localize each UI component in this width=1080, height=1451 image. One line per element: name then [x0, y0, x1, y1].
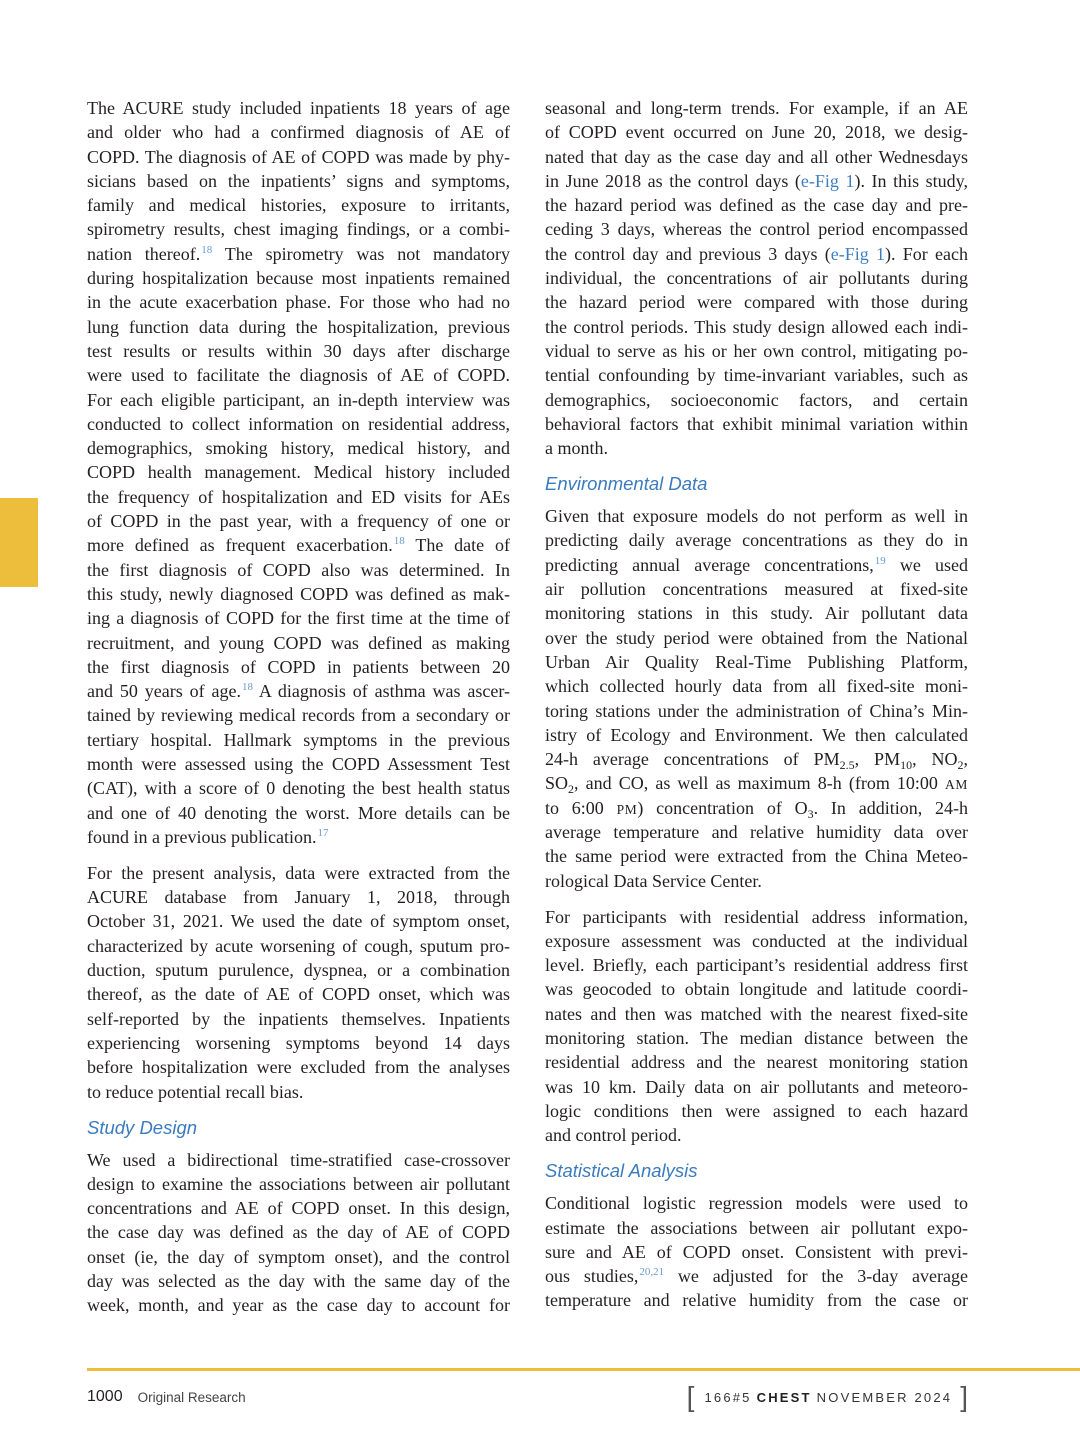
text-run: The spirometry was not mandatory	[212, 243, 510, 264]
footer-rule	[87, 1368, 1080, 1371]
right-column	[545, 96, 968, 1324]
text-line: predicting daily average concentrations as they do in	[545, 530, 968, 551]
text-run: , NO	[912, 749, 958, 770]
text-line: characterized by acute worsening of cough, sputum pro-	[87, 935, 510, 956]
text-line: week, month, and year as the case day to account for	[87, 1295, 510, 1316]
text-line: lung function data during the hospitalization, previous	[87, 316, 510, 337]
text-line: Given that exposure models do not perform as well in	[545, 506, 968, 527]
paragraph	[545, 905, 968, 1148]
text-line: nated that day as the case day and all other Wednesdays	[545, 146, 968, 167]
journal-citation	[687, 1383, 968, 1411]
text-run: , and CO, as well as maximum 8-h (from 10:00	[574, 773, 946, 794]
text-run: The date of	[404, 535, 510, 556]
text-line: temperature and relative humidity from the case or	[545, 1290, 968, 1311]
text-line: and control period.	[545, 1125, 682, 1146]
citation-ref[interactable]: 18	[242, 681, 254, 694]
text-line: exposure assessment was conducted at the individual	[545, 930, 968, 951]
text-line: level. Briefly, each participant’s residential address first	[545, 955, 968, 976]
subscript: 10	[900, 758, 913, 773]
text-line: family and medical histories, exposure to irritants,	[87, 195, 510, 216]
text-line	[545, 771, 968, 795]
text-run: to 6:00	[545, 797, 617, 818]
text-line: duction, sputum purulence, dyspnea, or a combination	[87, 960, 510, 981]
text-line: nates and then was matched with the nearest fixed-site	[545, 1003, 968, 1024]
text-line: COPD health management. Medical history included	[87, 462, 510, 483]
text-line: For the present analysis, data were extracted from the	[87, 862, 510, 883]
text-line: were used to facilitate the diagnosis of AE of COPD.	[87, 365, 510, 386]
text-line: was geocoded to obtain longitude and latitude coordi-	[545, 979, 968, 1000]
text-line: seasonal and long-term trends. For example, if an AE	[545, 98, 968, 118]
text-line: istry of Ecology and Environment. We then calculated	[545, 724, 968, 745]
text-line	[87, 679, 510, 703]
text-line: ACURE database from January 1, 2018, through	[87, 887, 510, 908]
text-line: of COPD in the past year, with a frequency of one or	[87, 511, 510, 532]
text-line: the frequency of hospitalization and ED visits for AEs	[87, 486, 510, 507]
bracket-open: [	[686, 1381, 695, 1412]
text-line: over the study period were obtained from the National	[545, 627, 968, 648]
text-line: during hospitalization because most inpatients remained	[87, 268, 510, 289]
paragraph	[545, 1191, 968, 1312]
text-run: ). For each	[885, 243, 969, 264]
text-run: ). In this study,	[854, 170, 968, 191]
text-line	[87, 242, 510, 266]
text-line: conducted to collect information on residential address,	[87, 413, 510, 434]
text-line: logic conditions then were assigned to each hazard	[545, 1100, 968, 1121]
text-line	[545, 242, 968, 266]
text-line: October 31, 2021. We used the date of symptom onset,	[87, 911, 510, 932]
small-caps-text: PM	[616, 801, 638, 817]
text-line: day was selected as the day with the same day of the	[87, 1271, 510, 1292]
text-line: the case day was defined as the day of AE of COPD	[87, 1222, 510, 1243]
text-run: in June 2018 as the control days (	[545, 170, 801, 191]
text-line: air pollution concentrations measured at fixed-site	[545, 579, 968, 600]
text-line	[545, 747, 968, 771]
text-line: the hazard period were compared with those during	[545, 292, 968, 313]
section-heading-study-design: Study Design	[87, 1116, 198, 1138]
text-line: COPD. The diagnosis of AE of COPD was made by phy-	[87, 146, 510, 167]
bracket-close: ]	[960, 1381, 968, 1412]
paragraph	[87, 861, 510, 1104]
text-line: of COPD event occurred on June 20, 2018, we desig-	[545, 122, 968, 143]
text-line: concentrations and AE of COPD onset. In this design,	[87, 1198, 510, 1219]
page-number: 1000	[87, 1388, 123, 1405]
text-line: We used a bidirectional time-stratified case-crossover	[87, 1149, 510, 1170]
text-line: (CAT), with a score of 0 denoting the best health status	[87, 778, 510, 799]
text-line	[87, 825, 510, 849]
paragraph	[87, 1148, 510, 1318]
section-heading-environmental-data: Environmental Data	[545, 473, 708, 495]
volume-issue: 166#5	[704, 1389, 752, 1405]
text-line: The ACURE study included inpatients 18 years of age	[87, 98, 510, 118]
text-line: spirometry results, chest imaging findings, or a combi-	[87, 219, 510, 240]
text-line: and one of 40 denoting the worst. More details can be	[87, 802, 510, 823]
text-line: test results or results within 30 days after discharge	[87, 340, 510, 361]
text-line: onset (ie, the day of symptom onset), and the control	[87, 1246, 510, 1267]
text-line: individual, the concentrations of air pollutants during	[545, 268, 968, 289]
text-line: the first diagnosis of COPD in patients between 20	[87, 656, 510, 677]
text-run: 24-h average concentrations of PM	[545, 749, 840, 770]
text-line: behavioral factors that exhibit minimal variation within	[545, 413, 968, 434]
citation-ref[interactable]: 18	[201, 243, 213, 256]
text-run: and 50 years of age.	[87, 681, 242, 702]
text-line: For each eligible participant, an in-depth interview was	[87, 389, 510, 410]
citation-ref[interactable]: 20,21	[639, 1266, 665, 1279]
text-line: rological Data Service Center.	[545, 870, 762, 891]
text-line: monitoring station. The median distance between the	[545, 1028, 968, 1049]
text-line	[545, 796, 968, 820]
text-run: the control day and previous 3 days (	[545, 243, 831, 264]
text-line: residential address and the nearest monitoring station	[545, 1052, 968, 1073]
text-line: the hazard period was defined as the case day and pre-	[545, 195, 968, 216]
text-run: ) concentration of O	[637, 797, 808, 818]
text-line: was 10 km. Daily data on air pollutants and meteoro-	[545, 1076, 968, 1097]
subscript: 2	[957, 758, 964, 773]
text-line: tained by reviewing medical records from a secondary or	[87, 705, 510, 726]
text-line: thereof, as the date of AE of COPD onset, which was	[87, 984, 510, 1005]
text-run: we adjusted for the 3-day average	[664, 1266, 968, 1287]
subscript: 3	[807, 806, 814, 821]
text-line: in the acute exacerbation phase. For those who had no	[87, 292, 510, 313]
text-run: , PM	[854, 749, 901, 770]
paragraph	[545, 504, 968, 893]
text-line: Urban Air Quality Real-Time Publishing Platform,	[545, 651, 968, 672]
text-line: tential confounding by time-invariant variables, such as	[545, 365, 968, 386]
text-line	[545, 553, 968, 577]
text-line: vidual to serve as his or her own control, mitigating po-	[545, 340, 968, 361]
text-line: ceding 3 days, whereas the control period encompassed	[545, 219, 968, 240]
side-tab-marker	[0, 498, 38, 587]
text-line: and older who had a confirmed diagnosis of AE of	[87, 122, 510, 143]
text-line: demographics, socioeconomic factors, and certain	[545, 389, 968, 410]
text-run: SO	[545, 773, 569, 794]
text-run: A diagnosis of asthma was ascer-	[253, 681, 510, 702]
text-line: recruitment, and young COPD was defined as making	[87, 632, 510, 653]
figure-link[interactable]: e-Fig 1	[830, 243, 886, 264]
text-line: tertiary hospital. Hallmark symptoms in the previous	[87, 729, 510, 750]
text-line: demographics, smoking history, medical history, and	[87, 438, 510, 459]
page-footer-left	[87, 1385, 246, 1409]
text-line: experiencing worsening symptoms beyond 14 days	[87, 1032, 510, 1053]
citation-ref[interactable]: 19	[874, 554, 886, 567]
section-label: Original Research	[137, 1389, 246, 1405]
text-line: the same period were extracted from the China Meteo-	[545, 846, 968, 867]
text-line: toring stations under the administration of China’s Min-	[545, 700, 968, 721]
text-run: nation thereof.	[87, 243, 201, 264]
subscript: 2	[568, 782, 575, 797]
citation-ref[interactable]: 17	[317, 826, 329, 839]
text-line: sicians based on the inpatients’ signs and symptoms,	[87, 170, 510, 191]
text-run: more defined as frequent exacerbation.	[87, 535, 393, 556]
text-line	[545, 169, 968, 193]
text-line: average temperature and relative humidity data over	[545, 822, 968, 842]
text-line: the control periods. This study design allowed each indi-	[545, 316, 968, 337]
text-line: to reduce potential recall bias.	[87, 1081, 304, 1102]
text-line: sure and AE of COPD onset. Consistent with previ-	[545, 1241, 968, 1262]
left-column	[87, 96, 510, 1329]
text-line: the first diagnosis of COPD also was determined. In	[87, 559, 510, 580]
text-line: design to examine the associations between air pollutant	[87, 1173, 510, 1194]
text-line	[545, 1264, 968, 1288]
issue-date: NOVEMBER 2024	[816, 1389, 953, 1405]
text-line: before hospitalization were excluded from the analyses	[87, 1057, 510, 1078]
text-line: which collected hourly data from all fixed-site moni-	[545, 676, 968, 697]
text-line: self-reported by the inpatients themselves. Inpatients	[87, 1008, 510, 1029]
text-run: . In addition, 24-h	[813, 797, 968, 818]
figure-link[interactable]: e-Fig 1	[800, 170, 855, 191]
text-run: ,	[963, 749, 969, 770]
citation-ref[interactable]: 18	[393, 535, 405, 548]
text-run: predicting annual average concentrations,	[545, 554, 874, 575]
text-line: estimate the associations between air pollutant expo-	[545, 1217, 968, 1238]
text-line: monitoring stations in this study. Air pollutant data	[545, 603, 968, 624]
text-line: month were assessed using the COPD Assessment Test	[87, 754, 510, 775]
section-heading-statistical-analysis: Statistical Analysis	[545, 1160, 698, 1182]
paragraph	[87, 96, 510, 849]
small-caps-text: AM	[945, 777, 968, 793]
text-line	[87, 533, 510, 557]
text-line: Conditional logistic regression models were used to	[545, 1193, 968, 1214]
subscript: 2.5	[839, 758, 855, 773]
text-run: we used	[885, 554, 968, 575]
journal-name: CHEST	[756, 1389, 812, 1405]
text-run: found in a previous publication.	[87, 826, 317, 847]
text-run: ous studies,	[545, 1266, 639, 1287]
text-line: For participants with residential address information,	[545, 906, 968, 927]
paragraph	[545, 96, 968, 460]
text-line: a month.	[545, 438, 608, 459]
text-line: this study, newly diagnosed COPD was defined as mak-	[87, 583, 510, 604]
text-line: ing a diagnosis of COPD for the first time at the time of	[87, 608, 510, 629]
